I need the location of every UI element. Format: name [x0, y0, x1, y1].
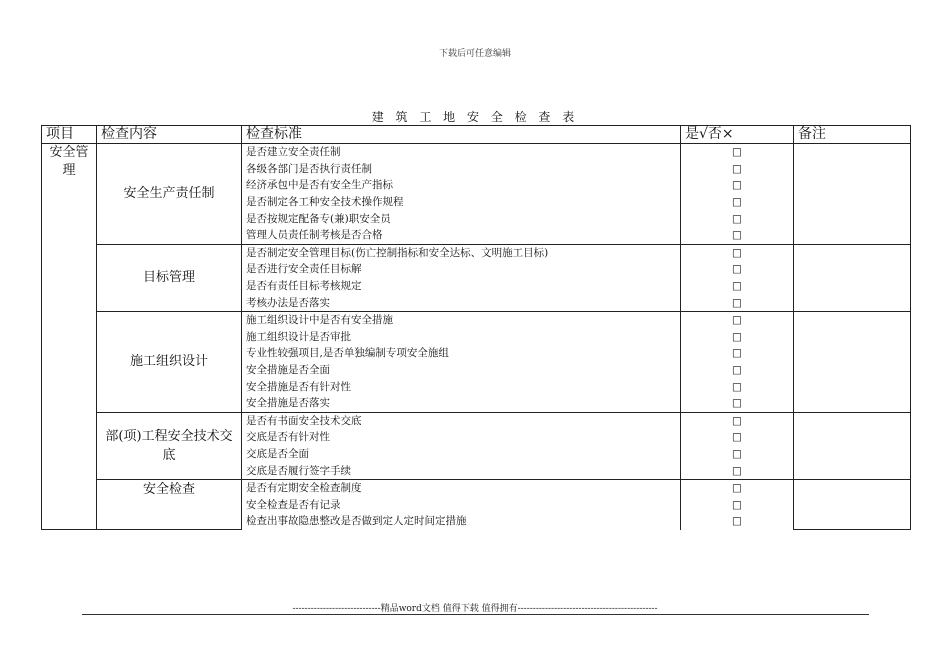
remark-cell[interactable]: [794, 311, 911, 412]
check-standard-cell: 考核办法是否落实: [242, 294, 681, 311]
check-standard-cell: 安全措施是否有针对性: [242, 378, 681, 395]
check-standard-cell: 施工组织设计中是否有安全措施: [242, 311, 681, 328]
checkbox-cell: [681, 227, 794, 244]
check-content-cell: 安全检查: [97, 479, 242, 529]
check-content-cell: 部(项)工程安全技术交底: [97, 412, 242, 479]
footer-divider: [82, 614, 869, 615]
checkbox-cell: [681, 378, 794, 395]
checkbox-cell: [681, 446, 794, 463]
checkbox-cell: [681, 244, 794, 261]
checkbox-icon[interactable]: □: [732, 397, 742, 410]
page-header-note: 下载后可任意编辑: [438, 49, 511, 59]
table-body: [42, 144, 911, 530]
document-title: 建 筑 工 地 安 全 检 查 表: [371, 110, 579, 124]
check-standard-cell: 是否有定期安全检查制度: [242, 479, 681, 496]
checkbox-cell: [681, 294, 794, 311]
table-row: [42, 144, 911, 161]
check-content-cell: 目标管理: [97, 244, 242, 311]
table-row: [42, 244, 911, 261]
check-standard-cell: 是否制定安全管理目标(伤亡控制指标和安全达标、文明施工目标): [242, 244, 681, 261]
checkbox-cell: [681, 194, 794, 211]
check-standard-cell: 安全措施是否全面: [242, 362, 681, 379]
column-header-remark: 备注: [794, 126, 911, 144]
checkbox-icon[interactable]: □: [732, 498, 742, 511]
checkbox-icon[interactable]: □: [732, 212, 742, 225]
checkbox-cell: [681, 278, 794, 295]
checkbox-cell: [681, 311, 794, 328]
checkbox-cell: [681, 329, 794, 346]
table-row: [42, 412, 911, 429]
check-standard-cell: 交底是否全面: [242, 446, 681, 463]
check-content-cell: 安全生产责任制: [97, 144, 242, 245]
remark-cell[interactable]: [794, 244, 911, 311]
check-standard-cell: 是否按规定配备专(兼)职安全员: [242, 210, 681, 227]
check-standard-cell: 专业性较强项目,是否单独编制专项安全施组: [242, 345, 681, 362]
table-row: [42, 311, 911, 328]
checkbox-icon[interactable]: □: [732, 330, 742, 343]
checkbox-cell: [681, 395, 794, 412]
check-standard-cell: 是否建立安全责任制: [242, 144, 681, 161]
checkbox-cell: [681, 161, 794, 178]
checkbox-icon[interactable]: □: [732, 431, 742, 444]
table-header-row: [42, 126, 911, 144]
check-standard-cell: 管理人员责任制考核是否合格: [242, 227, 681, 244]
remark-cell[interactable]: [794, 479, 911, 529]
checkbox-cell: [681, 429, 794, 446]
check-standard-cell: 各级各部门是否执行责任制: [242, 161, 681, 178]
checkbox-icon[interactable]: □: [732, 414, 742, 427]
footer-text: -----------------------------精品word文档 值得下载 值得拥有----------------------------------------------: [292, 604, 658, 614]
checkbox-icon[interactable]: □: [732, 246, 742, 259]
checkbox-cell: [681, 513, 794, 530]
checkbox-cell: [681, 345, 794, 362]
remark-cell[interactable]: [794, 144, 911, 245]
checkbox-icon[interactable]: □: [732, 296, 742, 309]
checkbox-icon[interactable]: □: [732, 146, 742, 159]
safety-checklist-table: [41, 125, 911, 530]
checkbox-cell: [681, 261, 794, 278]
checkbox-icon[interactable]: □: [732, 380, 742, 393]
check-standard-cell: 交底是否有针对性: [242, 429, 681, 446]
table-row: [42, 479, 911, 496]
column-header-check: 是√否×: [681, 126, 794, 144]
checkbox-cell: [681, 177, 794, 194]
checkbox-cell: [681, 462, 794, 479]
check-standard-cell: 施工组织设计是否审批: [242, 329, 681, 346]
checkbox-icon[interactable]: □: [732, 263, 742, 276]
checkbox-cell: [681, 412, 794, 429]
check-standard-cell: 是否有责任目标考核规定: [242, 278, 681, 295]
check-standard-cell: 安全措施是否落实: [242, 395, 681, 412]
checkbox-icon[interactable]: □: [732, 482, 742, 495]
item-cell: 安全管理: [42, 144, 97, 530]
checkbox-icon[interactable]: □: [732, 347, 742, 360]
checkbox-icon[interactable]: □: [732, 515, 742, 528]
checkbox-icon[interactable]: □: [732, 196, 742, 209]
checkbox-icon[interactable]: □: [732, 229, 742, 242]
checkbox-cell: [681, 210, 794, 227]
checkbox-cell: [681, 362, 794, 379]
column-header-content: 检查内容: [97, 126, 242, 144]
checkbox-cell: [681, 144, 794, 161]
checkbox-icon[interactable]: □: [732, 162, 742, 175]
check-content-cell: 施工组织设计: [97, 311, 242, 412]
check-standard-cell: 交底是否履行签字手续: [242, 462, 681, 479]
remark-cell[interactable]: [794, 412, 911, 479]
column-header-item: 项目: [42, 126, 97, 144]
check-standard-cell: 是否进行安全责任目标解: [242, 261, 681, 278]
checkbox-icon[interactable]: □: [732, 364, 742, 377]
check-standard-cell: 经济承包中是否有安全生产指标: [242, 177, 681, 194]
check-standard-cell: 是否有书面安全技术交底: [242, 412, 681, 429]
checkbox-cell: [681, 479, 794, 496]
checkbox-icon[interactable]: □: [732, 314, 742, 327]
check-standard-cell: 检查出事故隐患整改是否做到定人定时间定措施: [242, 513, 681, 530]
check-standard-cell: 安全检查是否有记录: [242, 496, 681, 513]
checkbox-icon[interactable]: □: [732, 447, 742, 460]
check-standard-cell: 是否制定各工种安全技术操作规程: [242, 194, 681, 211]
checkbox-icon[interactable]: □: [732, 464, 742, 477]
checkbox-cell: [681, 496, 794, 513]
checkbox-icon[interactable]: □: [732, 280, 742, 293]
checkbox-icon[interactable]: □: [732, 179, 742, 192]
column-header-standard: 检查标准: [242, 126, 681, 144]
